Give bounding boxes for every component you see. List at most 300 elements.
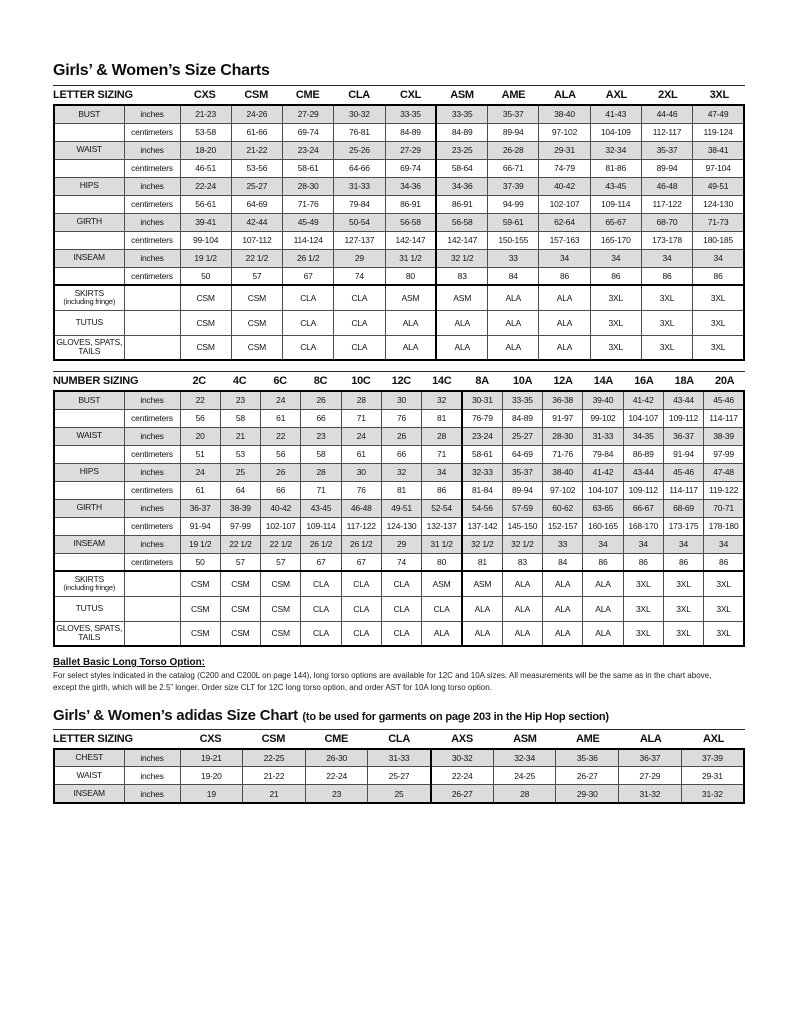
size-cell: 39-40 — [583, 391, 623, 409]
size-cell: 89-94 — [488, 123, 539, 141]
size-cell: ASM — [385, 285, 436, 310]
size-cell: CLA — [341, 571, 381, 596]
size-cell: CLA — [334, 310, 385, 335]
size-row — [54, 749, 744, 767]
size-cell: 81 — [422, 409, 462, 427]
size-cell: 3XL — [623, 621, 663, 646]
size-cell: 21-22 — [243, 767, 306, 785]
size-cell: 30 — [341, 463, 381, 481]
size-cell: 3XL — [704, 571, 744, 596]
unit-label: centimeters — [124, 481, 180, 499]
row-label — [54, 249, 124, 267]
size-cell: 37-39 — [488, 177, 539, 195]
column-header: 12C — [391, 375, 411, 387]
size-cell: 29 — [334, 249, 385, 267]
size-cell: 165-170 — [590, 231, 641, 249]
row-label — [54, 285, 124, 310]
size-cell: 34 — [704, 535, 744, 553]
size-cell: 19 1/2 — [180, 535, 220, 553]
size-cell: 86 — [590, 267, 641, 285]
unit-label: inches — [124, 767, 180, 785]
size-cell: ALA — [462, 621, 502, 646]
size-cell: 29-30 — [556, 785, 619, 803]
size-cell: 20 — [180, 427, 220, 445]
size-cell: 30-31 — [462, 391, 502, 409]
column-header: 2XL — [658, 89, 678, 101]
unit-label: centimeters — [124, 409, 180, 427]
size-cell: ALA — [543, 621, 583, 646]
size-cell: 22 — [261, 427, 301, 445]
row-label — [54, 571, 124, 596]
size-cell: 51 — [180, 445, 220, 463]
column-header-row — [53, 729, 745, 748]
size-row — [54, 481, 744, 499]
ballet-long-torso-note — [53, 657, 745, 695]
row-label-text: SKIRTS — [74, 287, 104, 298]
size-cell: 71-76 — [283, 195, 334, 213]
size-cell: 38-40 — [539, 105, 590, 123]
size-cell: 61-66 — [231, 123, 282, 141]
size-cell: 22 1/2 — [261, 535, 301, 553]
size-cell: 23 — [305, 785, 368, 803]
row-label-text: HIPS — [79, 466, 99, 477]
row-label-text: INSEAM — [73, 252, 105, 263]
size-cell: 29-31 — [539, 141, 590, 159]
table-header-label: LETTER SIZING — [53, 89, 133, 101]
unit-label: inches — [124, 141, 180, 159]
column-header: 14A — [593, 375, 614, 387]
size-cell: 99-102 — [583, 409, 623, 427]
size-cell: 104-107 — [623, 409, 663, 427]
size-cell: 102-107 — [261, 517, 301, 535]
unit-label — [124, 571, 180, 596]
size-cell: CLA — [341, 621, 381, 646]
row-label — [54, 195, 124, 213]
size-cell: 23-24 — [462, 427, 502, 445]
size-cell: ALA — [385, 310, 436, 335]
unit-label: centimeters — [124, 445, 180, 463]
row-label — [54, 159, 124, 177]
unit-label — [124, 621, 180, 646]
size-cell: ASM — [462, 571, 502, 596]
size-cell: 32 — [422, 391, 462, 409]
unit-label: inches — [124, 177, 180, 195]
size-cell: CSM — [180, 310, 231, 335]
size-cell: 137-142 — [462, 517, 502, 535]
size-cell: 29 — [381, 535, 421, 553]
size-cell: 86 — [693, 267, 744, 285]
size-cell: 26 — [381, 427, 421, 445]
size-cell: 49-51 — [381, 499, 421, 517]
size-cell: 124-130 — [693, 195, 744, 213]
row-label — [54, 535, 124, 553]
size-cell: 34 — [663, 535, 703, 553]
size-cell: 117-122 — [641, 195, 692, 213]
size-cell: CSM — [231, 285, 282, 310]
size-cell: 61 — [261, 409, 301, 427]
size-cell: 64-66 — [334, 159, 385, 177]
column-header: CXS — [193, 89, 216, 101]
size-cell: 83 — [502, 553, 542, 571]
size-cell: 57 — [231, 267, 282, 285]
size-cell: 109-114 — [590, 195, 641, 213]
table-header-label: LETTER SIZING — [53, 732, 133, 745]
size-cell: 22-24 — [305, 767, 368, 785]
row-label-text: HIPS — [79, 180, 99, 191]
column-header: 10A — [512, 375, 533, 387]
size-cell: 25 — [368, 785, 431, 803]
size-cell: 34 — [583, 535, 623, 553]
size-cell: CLA — [301, 621, 341, 646]
size-cell: CLA — [381, 596, 421, 621]
size-cell: 58 — [220, 409, 260, 427]
size-cell: 50-54 — [334, 213, 385, 231]
unit-label — [124, 285, 180, 310]
size-cell: 21 — [243, 785, 306, 803]
size-cell: 89-94 — [641, 159, 692, 177]
size-cell: 71 — [422, 445, 462, 463]
size-cell: 34-35 — [623, 427, 663, 445]
size-row — [54, 391, 744, 409]
column-header: ALA — [554, 89, 576, 101]
size-cell: ALA — [543, 596, 583, 621]
size-cell: 86 — [539, 267, 590, 285]
size-cell: 34-36 — [436, 177, 487, 195]
size-cell: 36-37 — [663, 427, 703, 445]
size-cell: 22 1/2 — [231, 249, 282, 267]
size-cell: 84 — [488, 267, 539, 285]
size-cell: 62-64 — [539, 213, 590, 231]
size-cell: 86 — [623, 553, 663, 571]
size-row — [54, 409, 744, 427]
size-cell: 66-71 — [488, 159, 539, 177]
column-header: CXS — [199, 732, 222, 745]
size-cell: 42-44 — [231, 213, 282, 231]
column-header-row — [53, 85, 745, 104]
size-cell: 35-37 — [641, 141, 692, 159]
size-row — [54, 427, 744, 445]
size-cell: 97-104 — [693, 159, 744, 177]
size-cell: 3XL — [623, 596, 663, 621]
size-cell: 41-43 — [590, 105, 641, 123]
size-cell: 71 — [341, 409, 381, 427]
size-cell: CLA — [283, 310, 334, 335]
size-cell: 160-165 — [583, 517, 623, 535]
size-cell: 173-175 — [663, 517, 703, 535]
column-header: 3XL — [709, 89, 729, 101]
size-cell: 25-27 — [368, 767, 431, 785]
row-sublabel-text: (including fringe) — [63, 583, 116, 593]
row-label — [54, 499, 124, 517]
size-cell: 3XL — [641, 310, 692, 335]
size-cell: 71 — [301, 481, 341, 499]
size-cell: 38-40 — [543, 463, 583, 481]
size-cell: CLA — [334, 285, 385, 310]
row-label — [54, 141, 124, 159]
size-cell: 64 — [220, 481, 260, 499]
size-cell: 57 — [261, 553, 301, 571]
size-cell: 81 — [462, 553, 502, 571]
size-cell: 19-21 — [180, 749, 243, 767]
row-label — [54, 553, 124, 571]
size-cell: 31-32 — [681, 785, 744, 803]
size-cell: 86 — [663, 553, 703, 571]
size-cell: 69-74 — [385, 159, 436, 177]
size-cell: 114-117 — [704, 409, 744, 427]
row-label — [54, 749, 124, 767]
size-cell: 47-49 — [693, 105, 744, 123]
number-size-chart — [53, 371, 745, 647]
size-cell: CSM — [180, 335, 231, 360]
size-cell: 66 — [301, 409, 341, 427]
size-cell: 26 1/2 — [341, 535, 381, 553]
size-cell: 81-84 — [462, 481, 502, 499]
size-cell: 47-48 — [704, 463, 744, 481]
column-header: 16A — [634, 375, 654, 387]
size-cell: 28 — [493, 785, 556, 803]
size-cell: 31 1/2 — [422, 535, 462, 553]
size-cell: 28 — [301, 463, 341, 481]
size-cell: 74-79 — [539, 159, 590, 177]
column-header: ASM — [450, 89, 474, 101]
row-label-text: GIRTH — [76, 502, 102, 513]
size-cell: 32 1/2 — [502, 535, 542, 553]
adidas-chart-subtitle: (to be used for garments on page 203 in the Hip Hop section) — [302, 710, 609, 723]
size-cell: 43-45 — [590, 177, 641, 195]
size-cell: CLA — [334, 335, 385, 360]
size-cell: 86 — [422, 481, 462, 499]
column-header: 8C — [313, 375, 328, 387]
size-cell: 36-37 — [619, 749, 682, 767]
unit-label: inches — [124, 535, 180, 553]
size-cell: 27-29 — [619, 767, 682, 785]
size-cell: 119-122 — [704, 481, 744, 499]
size-cell: 34 — [590, 249, 641, 267]
size-cell: 3XL — [590, 335, 641, 360]
size-cell: 86 — [704, 553, 744, 571]
row-label-text: GLOVES, SPATS, TAILS — [56, 336, 123, 357]
size-cell: 46-48 — [641, 177, 692, 195]
row-label — [54, 621, 124, 646]
size-cell: 3XL — [663, 571, 703, 596]
size-cell: 31-33 — [334, 177, 385, 195]
unit-label — [124, 310, 180, 335]
size-cell: CLA — [381, 571, 421, 596]
column-header: 8A — [475, 375, 489, 387]
size-cell: 71-76 — [543, 445, 583, 463]
size-row — [54, 141, 744, 159]
size-cell: 58-64 — [436, 159, 487, 177]
size-cell: 21 — [220, 427, 260, 445]
column-header: CME — [324, 732, 348, 745]
size-cell: 35-36 — [556, 749, 619, 767]
unit-label: inches — [124, 749, 180, 767]
size-cell: 30 — [381, 391, 421, 409]
size-cell: 86-91 — [385, 195, 436, 213]
size-table — [53, 390, 745, 647]
size-row — [54, 213, 744, 231]
size-cell: 109-114 — [301, 517, 341, 535]
page-title: Girls’ & Women’s Size Charts — [53, 62, 270, 79]
size-cell: 60-62 — [543, 499, 583, 517]
size-row — [54, 267, 744, 285]
size-cell: 84-89 — [502, 409, 542, 427]
size-cell: 173-178 — [641, 231, 692, 249]
size-cell: 38-39 — [220, 499, 260, 517]
size-cell: 57-59 — [502, 499, 542, 517]
size-cell: 23 — [301, 427, 341, 445]
ballet-note-line-2: except the girth, which will be 2.5” longer. Order size CLT for 12C long torso option, and order AST for 10A long torso option. — [53, 683, 492, 693]
size-cell: CLA — [422, 596, 462, 621]
size-cell: 44-46 — [641, 105, 692, 123]
size-cell: 39-41 — [180, 213, 231, 231]
size-cell: 58-61 — [283, 159, 334, 177]
row-label — [54, 481, 124, 499]
row-label — [54, 409, 124, 427]
size-cell: CSM — [180, 621, 220, 646]
size-cell: CLA — [341, 596, 381, 621]
row-label-text: WAIST — [76, 770, 103, 781]
size-cell: 114-124 — [283, 231, 334, 249]
size-cell: 80 — [422, 553, 462, 571]
unit-label: centimeters — [124, 267, 180, 285]
size-cell: 3XL — [693, 310, 744, 335]
size-cell: ALA — [488, 310, 539, 335]
page-content — [53, 62, 745, 814]
size-cell: 30-32 — [334, 105, 385, 123]
size-cell: 32-34 — [493, 749, 556, 767]
size-row — [54, 621, 744, 646]
size-cell: 31 1/2 — [385, 249, 436, 267]
unit-label: centimeters — [124, 231, 180, 249]
size-cell: CSM — [220, 571, 260, 596]
size-cell: ALA — [436, 310, 487, 335]
row-label — [54, 105, 124, 123]
size-cell: ALA — [583, 596, 623, 621]
size-cell: 76-79 — [462, 409, 502, 427]
size-cell: 67 — [283, 267, 334, 285]
size-cell: ALA — [583, 571, 623, 596]
size-cell: 33-35 — [436, 105, 487, 123]
size-cell: 91-97 — [543, 409, 583, 427]
size-cell: CSM — [231, 310, 282, 335]
size-row — [54, 105, 744, 123]
size-cell: ALA — [583, 621, 623, 646]
size-cell: ASM — [436, 285, 487, 310]
size-cell: ALA — [502, 596, 542, 621]
size-cell: CSM — [180, 285, 231, 310]
size-cell: 26-30 — [305, 749, 368, 767]
size-cell: 107-112 — [231, 231, 282, 249]
row-label — [54, 767, 124, 785]
size-cell: 56 — [180, 409, 220, 427]
size-cell: 109-112 — [623, 481, 663, 499]
size-cell: 168-170 — [623, 517, 663, 535]
size-cell: 22-24 — [431, 767, 494, 785]
size-row — [54, 123, 744, 141]
size-row — [54, 159, 744, 177]
size-cell: 102-107 — [539, 195, 590, 213]
size-cell: ALA — [462, 596, 502, 621]
ballet-note-line-1: For select styles indicated in the catalog (C200 and C200L on page 144), long torso options are available for 12C and 10A sizes. All measurements will be the same as in the chart above, — [53, 671, 712, 680]
size-cell: CSM — [180, 571, 220, 596]
size-cell: 27-29 — [283, 105, 334, 123]
size-row — [54, 767, 744, 785]
size-cell: 26 — [301, 391, 341, 409]
size-cell: 65-67 — [590, 213, 641, 231]
size-cell: 79-84 — [334, 195, 385, 213]
column-header: CLA — [388, 732, 410, 745]
row-label-text: BUST — [78, 108, 101, 119]
size-row — [54, 785, 744, 803]
size-cell: 86 — [641, 267, 692, 285]
size-cell: 71-73 — [693, 213, 744, 231]
size-cell: 61 — [341, 445, 381, 463]
size-cell: 24-26 — [231, 105, 282, 123]
row-label-text: WAIST — [76, 144, 103, 155]
size-cell: 57 — [220, 553, 260, 571]
size-cell: CSM — [261, 571, 301, 596]
unit-label: centimeters — [124, 517, 180, 535]
size-cell: CSM — [261, 621, 301, 646]
size-cell: 114-117 — [663, 481, 703, 499]
size-cell: 19-20 — [180, 767, 243, 785]
size-cell: 53-56 — [231, 159, 282, 177]
size-row — [54, 231, 744, 249]
size-cell: 28 — [422, 427, 462, 445]
size-cell: ALA — [539, 335, 590, 360]
size-cell: 28-30 — [283, 177, 334, 195]
size-cell: 84-89 — [436, 123, 487, 141]
size-cell: 32 1/2 — [436, 249, 487, 267]
size-cell: 37-39 — [681, 749, 744, 767]
size-cell: ALA — [539, 310, 590, 335]
size-cell: 3XL — [641, 285, 692, 310]
size-row — [54, 596, 744, 621]
size-cell: 38-41 — [693, 141, 744, 159]
letter-size-chart — [53, 85, 745, 361]
size-cell: 152-157 — [543, 517, 583, 535]
size-cell: 81-86 — [590, 159, 641, 177]
size-cell: 132-137 — [422, 517, 462, 535]
size-cell: 127-137 — [334, 231, 385, 249]
size-cell: 89-94 — [502, 481, 542, 499]
size-cell: 74 — [334, 267, 385, 285]
column-header: 20A — [715, 375, 735, 387]
column-header: CSM — [261, 732, 286, 745]
size-cell: 36-38 — [543, 391, 583, 409]
size-cell: 68-70 — [641, 213, 692, 231]
row-label-text: GLOVES, SPATS, TAILS — [56, 622, 123, 643]
size-cell: 86 — [583, 553, 623, 571]
size-cell: 81 — [381, 481, 421, 499]
size-cell: 67 — [341, 553, 381, 571]
size-cell: 79-84 — [583, 445, 623, 463]
size-cell: 22 1/2 — [220, 535, 260, 553]
size-cell: 104-109 — [590, 123, 641, 141]
size-cell: 56-61 — [180, 195, 231, 213]
size-cell: 29-31 — [681, 767, 744, 785]
size-cell: 32 1/2 — [462, 535, 502, 553]
column-header: AME — [501, 89, 526, 101]
size-cell: 56-58 — [385, 213, 436, 231]
row-label — [54, 123, 124, 141]
size-cell: 142-147 — [385, 231, 436, 249]
size-cell: ALA — [436, 335, 487, 360]
size-cell: 142-147 — [436, 231, 487, 249]
size-cell: 34-36 — [385, 177, 436, 195]
column-header: 4C — [232, 375, 247, 387]
